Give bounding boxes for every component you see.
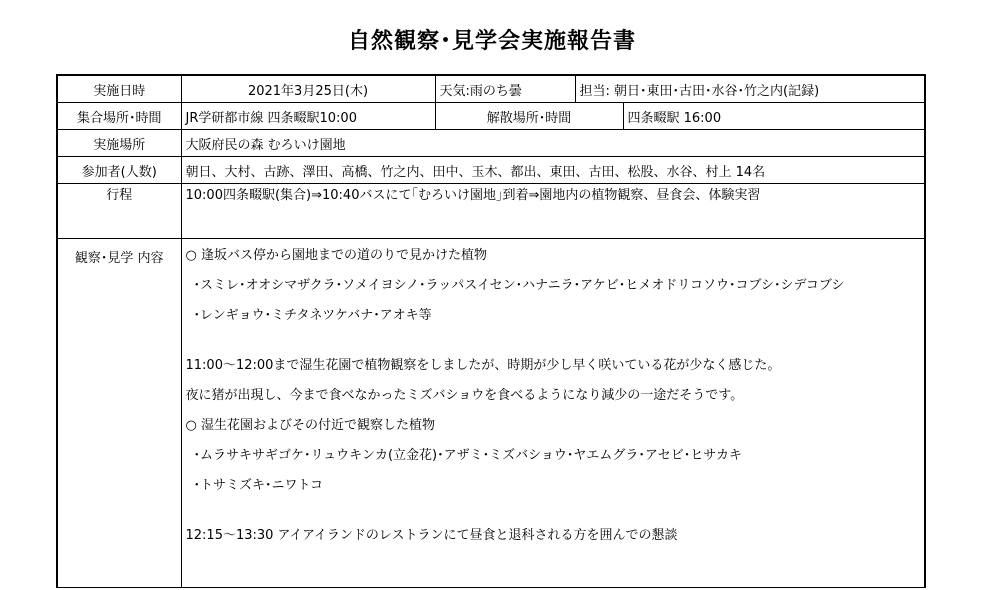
label-observation: 観察･見学 内容	[57, 239, 181, 588]
label-dismissal: 解散場所･時間	[435, 103, 623, 130]
observation-spacer	[186, 335, 921, 355]
row-itinerary	[57, 184, 925, 239]
observation-body	[181, 239, 925, 588]
report-title: 自然観察･見学会実施報告書	[347, 29, 636, 54]
value-staff: 担当: 朝日･東田･古田･水谷･竹之内(記録)	[575, 75, 925, 103]
value-dismissal: 四条畷駅 16:00	[623, 103, 925, 130]
label-participants: 参加者(人数)	[57, 157, 181, 184]
observation-line: 夜に猪が出現し、今まで食べなかったミズバショウを食べるようになり減少の一途だそうです。	[185, 388, 744, 403]
observation-line: ･レンギョウ･ミチタネツケバナ･アオキ等	[193, 308, 432, 323]
label-itinerary: 行程	[57, 184, 181, 239]
observation-line: 11:00〜12:00まで湿生花園で植物観察をしましたが、時期が少し早く咲いている花が少なく感じた。	[185, 358, 781, 373]
value-participants: 朝日、大村、古跡、澤田、高橋、竹之内、田中、玉木、都出、東田、古田、松股、水谷、村上 14名	[181, 157, 925, 184]
row-place	[57, 130, 925, 157]
label-date: 実施日時	[57, 75, 181, 103]
observation-spacer	[186, 505, 921, 525]
row-participants	[57, 157, 925, 184]
value-date: 2021年3月25日(木)	[181, 75, 435, 103]
value-meeting: JR学研都市線 四条畷駅10:00	[181, 103, 435, 130]
label-place: 実施場所	[57, 130, 181, 157]
label-meeting: 集合場所･時間	[57, 103, 181, 130]
value-itinerary: 10:00四条畷駅(集合)⇒10:40バスにて｢むろいけ園地｣到着⇒園地内の植物観察、昼食会、体験実習	[181, 184, 925, 239]
observation-line: ･トサミズキ･ニワトコ	[193, 478, 323, 493]
observation-line: ○ 逢坂バス停から園地までの道のりで見かけた植物	[185, 248, 487, 263]
observation-line: ･スミレ･オオシマザクラ･ソメイヨシノ･ラッパスイセン･ハナニラ･アケビ･ヒメオドリコソウ･コブシ･シデコブシ	[193, 278, 845, 293]
value-weather: 天気:雨のち曇	[435, 75, 575, 103]
report-table	[56, 74, 926, 588]
row-observation	[57, 239, 925, 588]
row-meeting	[57, 103, 925, 130]
observation-line: 12:15〜13:30 アイアイランドのレストランにて昼食と退科される方を囲んでの懇談	[185, 528, 678, 543]
value-place: 大阪府民の森 むろいけ園地	[181, 130, 925, 157]
observation-line: ･ムラサキサギゴケ･リュウキンカ(立金花)･アザミ･ミズバショウ･ヤエムグラ･アセビ･ヒサカキ	[193, 448, 742, 463]
row-date	[57, 75, 925, 103]
observation-line: ○ 湿生花園およびその付近で観察した植物	[185, 418, 435, 433]
